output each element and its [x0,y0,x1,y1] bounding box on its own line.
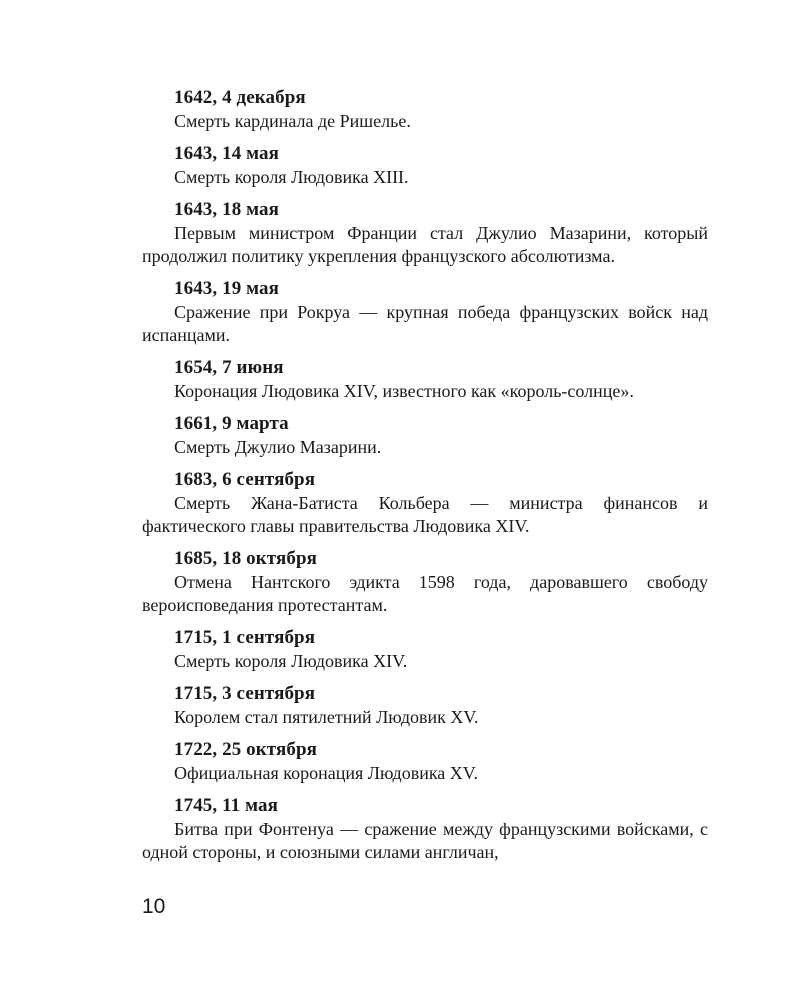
entry-date: 1661, 9 марта [174,413,289,434]
entry-date: 1643, 19 мая [174,278,280,299]
entry-text: Королем стал пятилетний Людовик XV. [174,707,479,727]
entry-date: 1643, 14 мая [174,143,280,164]
entry-text: Смерть короля Людовика XIII. [174,167,409,187]
chronology-entry [142,738,708,785]
chronology-entry [142,682,708,729]
entry-text: Первым министром Франции стал Джулио Мазарини, который продолжил политику укрепления французского абсолютизма. [142,223,708,266]
chronology-entry [142,142,708,189]
entry-date: 1643, 18 мая [174,199,280,220]
chronology-page [142,86,708,873]
entry-text: Коронация Людовика XIV, известного как «король-солнце». [174,381,634,401]
chronology-entry [142,547,708,617]
entry-date: 1745, 11 мая [174,795,278,816]
page-number: 10 [142,895,166,918]
entry-date: 1715, 1 сентября [174,627,316,648]
entry-text: Смерть Джулио Мазарини. [174,437,382,457]
entry-date: 1715, 3 сентября [174,683,316,704]
entry-text: Смерть Жана-Батиста Кольбера — министра финансов и фактического главы правительства Людовика XIV. [142,493,708,536]
chronology-entry [142,626,708,673]
entry-text: Смерть короля Людовика XIV. [174,651,408,671]
entry-text: Сражение при Рокруа — крупная победа французских войск над испанцами. [142,302,708,345]
chronology-entry [142,356,708,403]
entry-date: 1685, 18 октября [174,548,318,569]
chronology-entry [142,86,708,133]
entry-text: Официальная коронация Людовика XV. [174,763,478,783]
chronology-entry [142,198,708,268]
entry-text: Смерть кардинала де Ришелье. [174,111,411,131]
chronology-entry [142,794,708,864]
entry-date: 1722, 25 октября [174,739,318,760]
chronology-entry [142,277,708,347]
entry-date: 1683, 6 сентября [174,469,316,490]
entry-text: Отмена Нантского эдикта 1598 года, даровавшего свободу вероисповедания протестантам. [142,572,708,615]
chronology-entry [142,468,708,538]
entry-date: 1654, 7 июня [174,357,284,378]
entry-date: 1642, 4 декабря [174,87,306,108]
chronology-entry [142,412,708,459]
entry-text: Битва при Фонтенуа — сражение между французскими войсками, с одной стороны, и союзными силами англичан, [142,819,708,862]
